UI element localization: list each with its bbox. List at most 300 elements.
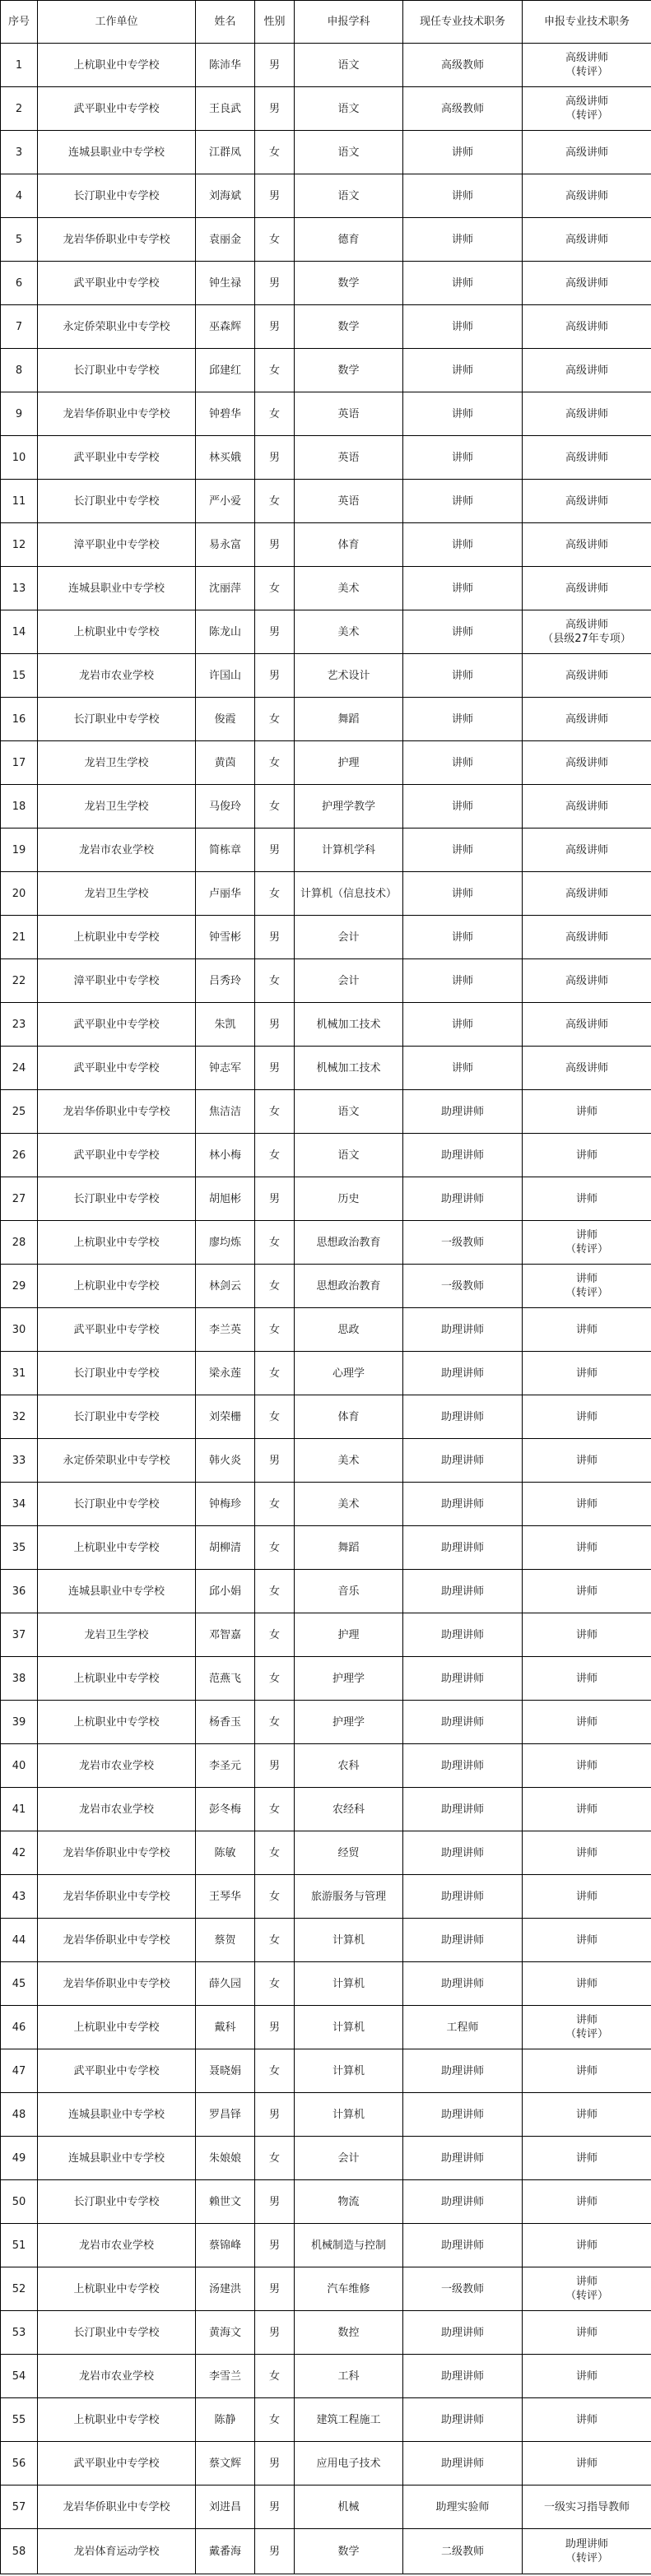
cell-work-unit: 上杭职业中专学校 [38,916,196,959]
cell-gender: 女 [255,1875,295,1919]
cell-applied-title: 讲师 [523,2093,651,2137]
cell-subject: 计算机 [295,1919,403,1962]
cell-current-title: 高级教师 [403,44,523,87]
header-gender: 性别 [255,1,295,44]
cell-current-title: 讲师 [403,262,523,305]
cell-current-title: 助理讲师 [403,1526,523,1570]
cell-work-unit: 连城县职业中专学校 [38,1570,196,1613]
table-row [1,2049,651,2093]
table-row [1,2355,651,2398]
cell-applied-title: 高级讲师 [523,1003,651,1047]
cell-gender: 男 [255,2224,295,2267]
cell-work-unit: 上杭职业中专学校 [38,2398,196,2442]
cell-work-unit: 武平职业中专学校 [38,1047,196,1090]
cell-current-title: 助理讲师 [403,2137,523,2180]
cell-work-unit: 龙岩市农业学校 [38,2224,196,2267]
table-row [1,1570,651,1613]
cell-work-unit: 龙岩华侨职业中专学校 [38,2485,196,2529]
cell-applied-title: 讲师 （转评） [523,1265,651,1308]
cell-current-title: 讲师 [403,131,523,174]
table-row [1,174,651,218]
cell-current-title: 讲师 [403,218,523,262]
cell-name: 李雪兰 [196,2355,255,2398]
cell-gender: 女 [255,741,295,785]
cell-gender: 女 [255,392,295,436]
cell-subject: 机械 [295,2485,403,2529]
cell-applied-title: 讲师 [523,1701,651,1744]
cell-name: 林剑云 [196,1265,255,1308]
cell-serial: 45 [1,1962,38,2006]
cell-work-unit: 上杭职业中专学校 [38,1657,196,1701]
table-row [1,959,651,1003]
cell-gender: 女 [255,480,295,523]
cell-subject: 计算机 [295,2006,403,2049]
cell-gender: 女 [255,1483,295,1526]
cell-gender: 女 [255,872,295,916]
cell-serial: 5 [1,218,38,262]
cell-work-unit: 武平职业中专学校 [38,436,196,480]
cell-name: 刘海斌 [196,174,255,218]
cell-subject: 思想政治教育 [295,1221,403,1265]
cell-serial: 49 [1,2137,38,2180]
cell-work-unit: 上杭职业中专学校 [38,1221,196,1265]
cell-current-title: 讲师 [403,916,523,959]
table-row [1,392,651,436]
table-row [1,2267,651,2311]
cell-applied-title: 高级讲师 [523,523,651,567]
cell-applied-title: 讲师 [523,2224,651,2267]
cell-serial: 50 [1,2180,38,2224]
cell-name: 焦洁洁 [196,1090,255,1134]
cell-work-unit: 永定侨荣职业中专学校 [38,1439,196,1483]
cell-serial: 29 [1,1265,38,1308]
cell-current-title: 讲师 [403,741,523,785]
cell-gender: 男 [255,174,295,218]
cell-applied-title: 高级讲师 [523,872,651,916]
cell-current-title: 一级教师 [403,1265,523,1308]
cell-work-unit: 龙岩卫生学校 [38,785,196,828]
cell-serial: 6 [1,262,38,305]
cell-applied-title: 讲师 [523,1744,651,1788]
cell-subject: 农经科 [295,1788,403,1831]
cell-current-title: 讲师 [403,392,523,436]
cell-applied-title: 高级讲师 [523,916,651,959]
cell-current-title: 助理讲师 [403,1613,523,1657]
cell-serial: 38 [1,1657,38,1701]
header-applied-title: 申报专业技术职务 [523,1,651,44]
cell-serial: 17 [1,741,38,785]
cell-subject: 体育 [295,523,403,567]
cell-subject: 语文 [295,1134,403,1177]
cell-name: 薛久园 [196,1962,255,2006]
cell-applied-title: 高级讲师 [523,480,651,523]
cell-current-title: 助理讲师 [403,1134,523,1177]
cell-serial: 46 [1,2006,38,2049]
cell-gender: 女 [255,1265,295,1308]
cell-gender: 女 [255,1090,295,1134]
cell-work-unit: 龙岩卫生学校 [38,1613,196,1657]
cell-applied-title: 讲师 [523,1875,651,1919]
cell-gender: 男 [255,1744,295,1788]
table-row [1,262,651,305]
cell-gender: 女 [255,1919,295,1962]
cell-serial: 16 [1,698,38,741]
cell-name: 韩火炎 [196,1439,255,1483]
cell-applied-title: 高级讲师 [523,218,651,262]
cell-name: 黄茵 [196,741,255,785]
cell-current-title: 助理讲师 [403,1395,523,1439]
cell-work-unit: 武平职业中专学校 [38,2049,196,2093]
cell-name: 陈静 [196,2398,255,2442]
cell-subject: 语文 [295,87,403,131]
cell-subject: 心理学 [295,1352,403,1395]
cell-subject: 会计 [295,916,403,959]
cell-subject: 数学 [295,305,403,349]
cell-subject: 语文 [295,44,403,87]
cell-gender: 男 [255,916,295,959]
cell-gender: 女 [255,1395,295,1439]
table-row [1,610,651,654]
cell-name: 胡旭彬 [196,1177,255,1221]
cell-gender: 男 [255,2485,295,2529]
cell-current-title: 助理讲师 [403,1744,523,1788]
cell-gender: 女 [255,1701,295,1744]
cell-subject: 经贸 [295,1831,403,1875]
cell-serial: 57 [1,2485,38,2529]
cell-current-title: 工程师 [403,2006,523,2049]
cell-applied-title: 高级讲师 [523,654,651,698]
cell-work-unit: 永定侨荣职业中专学校 [38,305,196,349]
cell-applied-title: 高级讲师 [523,349,651,392]
cell-gender: 男 [255,523,295,567]
cell-current-title: 讲师 [403,523,523,567]
cell-serial: 12 [1,523,38,567]
cell-work-unit: 长汀职业中专学校 [38,2180,196,2224]
cell-serial: 13 [1,567,38,610]
cell-subject: 德育 [295,218,403,262]
cell-applied-title: 讲师 [523,1831,651,1875]
cell-serial: 24 [1,1047,38,1090]
cell-serial: 43 [1,1875,38,1919]
table-row [1,1395,651,1439]
cell-applied-title: 讲师 [523,1483,651,1526]
cell-applied-title: 讲师 （转评） [523,2267,651,2311]
cell-current-title: 助理讲师 [403,1919,523,1962]
header-current-title: 现任专业技术职务 [403,1,523,44]
table-row [1,1831,651,1875]
cell-current-title: 助理讲师 [403,2049,523,2093]
cell-name: 巫森辉 [196,305,255,349]
table-row [1,1526,651,1570]
cell-serial: 54 [1,2355,38,2398]
table-row [1,2137,651,2180]
cell-applied-title: 讲师 [523,1657,651,1701]
table-row [1,872,651,916]
cell-name: 陈龙山 [196,610,255,654]
table-row [1,1483,651,1526]
cell-name: 钟碧华 [196,392,255,436]
cell-subject: 数控 [295,2311,403,2355]
cell-current-title: 助理讲师 [403,2224,523,2267]
cell-subject: 英语 [295,436,403,480]
cell-current-title: 讲师 [403,1003,523,1047]
cell-name: 王琴华 [196,1875,255,1919]
cell-name: 邓智嘉 [196,1613,255,1657]
cell-serial: 9 [1,392,38,436]
cell-current-title: 助理讲师 [403,1831,523,1875]
cell-gender: 男 [255,2006,295,2049]
header-row [1,1,651,44]
cell-applied-title: 讲师 [523,1788,651,1831]
table-row [1,1265,651,1308]
cell-serial: 28 [1,1221,38,1265]
table-row [1,785,651,828]
cell-name: 袁丽金 [196,218,255,262]
cell-work-unit: 龙岩市农业学校 [38,1744,196,1788]
cell-subject: 舞蹈 [295,698,403,741]
cell-name: 钟志军 [196,1047,255,1090]
table-row [1,1788,651,1831]
table-row [1,2093,651,2137]
table-row [1,87,651,131]
cell-gender: 男 [255,2180,295,2224]
cell-name: 刘荣栅 [196,1395,255,1439]
cell-gender: 女 [255,2398,295,2442]
cell-subject: 数学 [295,2529,403,2574]
cell-name: 杨香玉 [196,1701,255,1744]
cell-name: 黄海文 [196,2311,255,2355]
cell-name: 林买娥 [196,436,255,480]
table-row [1,2529,651,2574]
cell-work-unit: 龙岩华侨职业中专学校 [38,1962,196,2006]
cell-subject: 历史 [295,1177,403,1221]
cell-serial: 41 [1,1788,38,1831]
cell-applied-title: 高级讲师 [523,741,651,785]
cell-current-title: 讲师 [403,872,523,916]
cell-name: 戴番海 [196,2529,255,2574]
cell-applied-title: 讲师 [523,1134,651,1177]
cell-current-title: 讲师 [403,174,523,218]
cell-serial: 37 [1,1613,38,1657]
cell-work-unit: 龙岩卫生学校 [38,741,196,785]
cell-name: 吕秀玲 [196,959,255,1003]
cell-subject: 思想政治教育 [295,1265,403,1308]
cell-name: 钟梅珍 [196,1483,255,1526]
cell-applied-title: 讲师 [523,2398,651,2442]
cell-serial: 19 [1,828,38,872]
cell-subject: 美术 [295,1439,403,1483]
table-row [1,1134,651,1177]
cell-work-unit: 漳平职业中专学校 [38,959,196,1003]
cell-gender: 男 [255,436,295,480]
cell-applied-title: 高级讲师 [523,392,651,436]
cell-serial: 18 [1,785,38,828]
cell-applied-title: 高级讲师 （县级27年专项） [523,610,651,654]
cell-current-title: 一级教师 [403,1221,523,1265]
cell-applied-title: 一级实习指导教师 [523,2485,651,2529]
cell-subject: 体育 [295,1395,403,1439]
table-row [1,1177,651,1221]
cell-subject: 汽车维修 [295,2267,403,2311]
cell-gender: 女 [255,1352,295,1395]
cell-applied-title: 高级讲师 [523,1047,651,1090]
cell-serial: 48 [1,2093,38,2137]
cell-current-title: 高级教师 [403,87,523,131]
cell-current-title: 讲师 [403,349,523,392]
table-row [1,2311,651,2355]
cell-serial: 42 [1,1831,38,1875]
table-row [1,218,651,262]
header-serial: 序号 [1,1,38,44]
table-row [1,1439,651,1483]
cell-name: 卢丽华 [196,872,255,916]
cell-applied-title: 讲师 [523,1395,651,1439]
table-row [1,1352,651,1395]
cell-serial: 21 [1,916,38,959]
cell-name: 刘进昌 [196,2485,255,2529]
cell-serial: 15 [1,654,38,698]
cell-gender: 男 [255,87,295,131]
cell-work-unit: 上杭职业中专学校 [38,44,196,87]
table-row [1,1701,651,1744]
cell-current-title: 讲师 [403,654,523,698]
cell-gender: 女 [255,2137,295,2180]
table-row [1,1090,651,1134]
cell-name: 胡柳清 [196,1526,255,1570]
cell-applied-title: 讲师 [523,2355,651,2398]
cell-applied-title: 高级讲师 [523,305,651,349]
cell-name: 朱凯 [196,1003,255,1047]
cell-subject: 农科 [295,1744,403,1788]
cell-subject: 工科 [295,2355,403,2398]
cell-work-unit: 上杭职业中专学校 [38,1265,196,1308]
cell-applied-title: 高级讲师 [523,959,651,1003]
cell-name: 林小梅 [196,1134,255,1177]
cell-gender: 女 [255,1134,295,1177]
cell-gender: 女 [255,1613,295,1657]
cell-work-unit: 长汀职业中专学校 [38,1352,196,1395]
cell-name: 范燕飞 [196,1657,255,1701]
cell-current-title: 助理讲师 [403,1439,523,1483]
cell-work-unit: 武平职业中专学校 [38,1308,196,1352]
cell-work-unit: 龙岩市农业学校 [38,654,196,698]
cell-work-unit: 长汀职业中专学校 [38,1483,196,1526]
cell-applied-title: 讲师 [523,1177,651,1221]
cell-current-title: 二级教师 [403,2529,523,2574]
cell-applied-title: 讲师 [523,1962,651,2006]
table-row [1,436,651,480]
cell-applied-title: 助理讲师 （转评） [523,2529,651,2574]
cell-applied-title: 讲师 [523,2137,651,2180]
cell-work-unit: 连城县职业中专学校 [38,567,196,610]
cell-subject: 应用电子技术 [295,2442,403,2485]
cell-name: 陈敏 [196,1831,255,1875]
cell-serial: 32 [1,1395,38,1439]
cell-name: 陈沛华 [196,44,255,87]
cell-gender: 男 [255,654,295,698]
cell-subject: 护理学教学 [295,785,403,828]
cell-name: 蔡文辉 [196,2442,255,2485]
cell-subject: 语文 [295,1090,403,1134]
cell-subject: 护理学 [295,1701,403,1744]
cell-work-unit: 龙岩体育运动学校 [38,2529,196,2574]
cell-gender: 男 [255,44,295,87]
cell-subject: 语文 [295,131,403,174]
cell-gender: 女 [255,1962,295,2006]
cell-applied-title: 高级讲师 [523,567,651,610]
cell-serial: 3 [1,131,38,174]
cell-work-unit: 龙岩市农业学校 [38,828,196,872]
cell-applied-title: 高级讲师 [523,828,651,872]
header-name: 姓名 [196,1,255,44]
cell-current-title: 助理讲师 [403,2093,523,2137]
table-row [1,1875,651,1919]
cell-work-unit: 连城县职业中专学校 [38,131,196,174]
cell-current-title: 助理讲师 [403,2355,523,2398]
cell-work-unit: 龙岩华侨职业中专学校 [38,392,196,436]
cell-applied-title: 高级讲师 [523,698,651,741]
cell-work-unit: 长汀职业中专学校 [38,174,196,218]
cell-subject: 会计 [295,2137,403,2180]
table-row [1,1657,651,1701]
cell-gender: 男 [255,1003,295,1047]
cell-current-title: 讲师 [403,959,523,1003]
cell-gender: 女 [255,1570,295,1613]
cell-applied-title: 讲师 [523,1526,651,1570]
cell-applied-title: 讲师 （转评） [523,2006,651,2049]
table-row [1,1221,651,1265]
table-row [1,2398,651,2442]
cell-serial: 44 [1,1919,38,1962]
cell-applied-title: 讲师 [523,2311,651,2355]
cell-work-unit: 武平职业中专学校 [38,1134,196,1177]
cell-applied-title: 高级讲师 [523,174,651,218]
cell-serial: 7 [1,305,38,349]
cell-subject: 数学 [295,349,403,392]
cell-applied-title: 高级讲师 [523,131,651,174]
cell-name: 俊霞 [196,698,255,741]
cell-subject: 英语 [295,392,403,436]
cell-name: 汤建洪 [196,2267,255,2311]
cell-serial: 14 [1,610,38,654]
cell-subject: 美术 [295,610,403,654]
cell-current-title: 讲师 [403,305,523,349]
cell-subject: 计算机（信息技术） [295,872,403,916]
cell-work-unit: 漳平职业中专学校 [38,523,196,567]
cell-current-title: 讲师 [403,1047,523,1090]
cell-subject: 计算机学科 [295,828,403,872]
table-row [1,654,651,698]
cell-name: 李兰英 [196,1308,255,1352]
cell-serial: 40 [1,1744,38,1788]
cell-work-unit: 上杭职业中专学校 [38,1701,196,1744]
cell-work-unit: 长汀职业中专学校 [38,480,196,523]
cell-subject: 旅游服务与管理 [295,1875,403,1919]
cell-work-unit: 龙岩卫生学校 [38,872,196,916]
table-row [1,2442,651,2485]
cell-gender: 女 [255,1657,295,1701]
cell-work-unit: 长汀职业中专学校 [38,1395,196,1439]
cell-current-title: 一级教师 [403,2267,523,2311]
table-row [1,698,651,741]
cell-current-title: 讲师 [403,698,523,741]
cell-gender: 女 [255,218,295,262]
cell-gender: 女 [255,2355,295,2398]
cell-gender: 男 [255,1047,295,1090]
cell-name: 蔡贺 [196,1919,255,1962]
cell-subject: 英语 [295,480,403,523]
cell-serial: 47 [1,2049,38,2093]
